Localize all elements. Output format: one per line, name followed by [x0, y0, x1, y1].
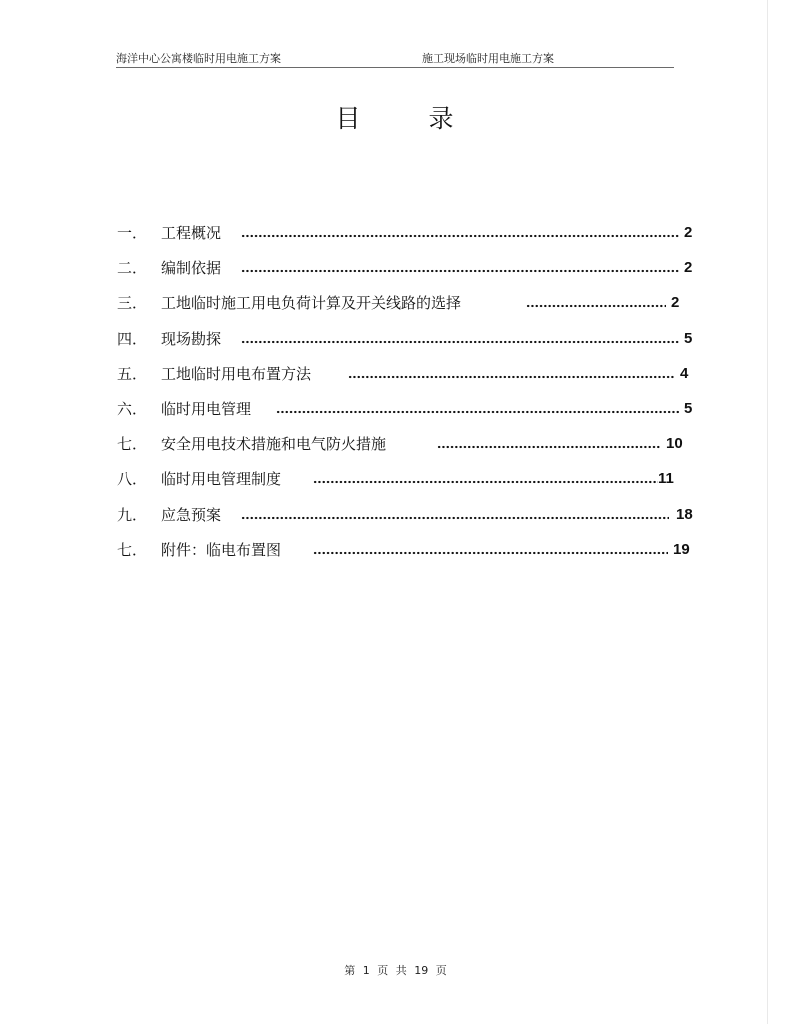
toc-dot-leader	[241, 234, 679, 238]
toc-dot-leader	[313, 480, 658, 484]
toc-entry-number: 七．	[117, 435, 148, 454]
toc-entry-title: 应急预案	[161, 505, 222, 524]
toc-entry-page: 5	[684, 329, 693, 347]
page-edge-line	[767, 0, 768, 1024]
toc-entry[interactable]	[117, 292, 697, 327]
toc-entry[interactable]	[117, 222, 697, 257]
toc-dot-leader	[348, 375, 674, 379]
toc-entry-number: 二．	[117, 259, 148, 278]
toc-dot-leader	[241, 269, 679, 273]
header-right-text: 施工现场临时用电施工方案	[422, 52, 554, 65]
toc-dot-leader	[437, 445, 661, 449]
toc-entry-title: 附件：临电布置图	[161, 540, 282, 559]
toc-entry[interactable]	[117, 539, 697, 574]
toc-entry[interactable]	[117, 504, 697, 539]
page-footer: 第 1 页 共 19 页	[344, 964, 447, 977]
toc-entry[interactable]	[117, 398, 697, 433]
toc-entry-number: 一．	[117, 224, 148, 242]
running-header	[116, 49, 674, 68]
toc-entry[interactable]	[117, 328, 697, 363]
header-left-text: 海洋中心公寓楼临时用电施工方案	[116, 52, 281, 65]
toc-dot-leader	[313, 551, 668, 555]
toc-entry-title: 工程概况	[161, 224, 222, 242]
toc-entry-page: 5	[684, 399, 693, 417]
toc-entry-number: 三．	[117, 294, 148, 313]
toc-entry-number: 七．	[117, 540, 148, 559]
toc-entry-title: 安全用电技术措施和电气防火措施	[161, 435, 387, 454]
toc-dot-leader	[276, 410, 679, 414]
toc-entry-title: 临时用电管理制度	[161, 470, 282, 489]
toc-entry-title: 工地临时施工用电负荷计算及开关线路的选择	[161, 294, 462, 313]
toc-entry-page: 19	[673, 540, 690, 558]
toc-dot-leader	[526, 304, 666, 308]
toc-entry-number: 八．	[117, 470, 148, 489]
toc-entry-title: 工地临时用电布置方法	[161, 364, 312, 383]
toc-entry[interactable]	[117, 468, 697, 503]
toc-entry-page: 2	[671, 294, 680, 312]
toc-entry-page: 10	[666, 435, 683, 453]
toc-entry-page: 2	[684, 259, 693, 277]
toc-entry[interactable]	[117, 363, 697, 398]
toc-entry-title: 现场勘探	[161, 329, 222, 348]
toc-entry-number: 四．	[117, 329, 148, 348]
toc-entry-title: 临时用电管理	[161, 399, 252, 418]
toc-entry-title: 编制依据	[161, 259, 222, 278]
toc-entry-page: 18	[676, 505, 693, 523]
toc-entry-number: 五．	[117, 364, 148, 383]
toc-dot-leader	[241, 516, 669, 520]
toc-list	[117, 222, 697, 574]
toc-entry-page: 4	[680, 364, 689, 382]
toc-entry-number: 九．	[117, 505, 148, 524]
toc-entry[interactable]	[117, 257, 697, 292]
toc-entry-number: 六．	[117, 399, 148, 418]
toc-entry[interactable]	[117, 433, 697, 468]
toc-entry-page: 11	[658, 470, 674, 488]
toc-title: 目 录	[335, 104, 484, 133]
toc-entry-page: 2	[684, 224, 693, 241]
toc-dot-leader	[241, 340, 679, 344]
